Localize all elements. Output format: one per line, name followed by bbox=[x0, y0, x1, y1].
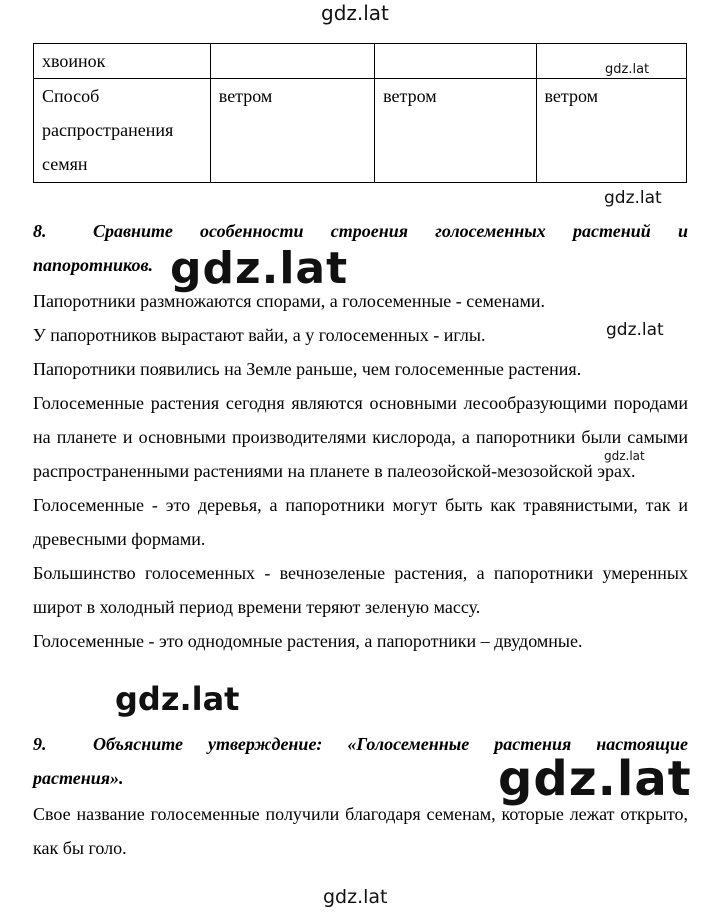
watermark: gdz.lat bbox=[115, 680, 240, 718]
answer-paragraph: Голосеменные - это деревья, а папоротники могут быть как травянистыми, так и древесными формами. bbox=[33, 495, 688, 549]
table-cell: Способ распространения семян bbox=[34, 79, 211, 183]
watermark: gdz.lat bbox=[170, 243, 349, 294]
table-row bbox=[34, 79, 687, 183]
question-8-section bbox=[33, 214, 688, 658]
watermark: gdz.lat bbox=[604, 188, 662, 208]
answer-paragraph: Папоротники появились на Земле раньше, чем голосеменные растения. bbox=[33, 359, 582, 379]
watermark: gdz.lat bbox=[604, 449, 645, 463]
question-number: 8. bbox=[33, 221, 47, 241]
answer-paragraph: Папоротники размножаются спорами, а голосеменные - семенами. bbox=[33, 291, 545, 311]
question-number: 9. bbox=[33, 734, 47, 754]
watermark: gdz.lat bbox=[323, 886, 388, 908]
table-cell bbox=[375, 44, 536, 79]
table-cell bbox=[210, 44, 374, 79]
question-text: Объясните утверждение: «Голосеменные растения настоящие растения». bbox=[33, 734, 688, 788]
table-cell: ветром bbox=[375, 79, 536, 183]
answer-paragraph: У папоротников вырастают вайи, а у голосеменных - иглы. bbox=[33, 325, 486, 345]
question-8-heading bbox=[33, 214, 688, 282]
comparison-table bbox=[33, 43, 687, 183]
answer-paragraph: Голосеменные растения сегодня являются основными лесообразующими породами на планете и основными производителями кислорода, а папоротники были самыми распространенными растениями на планете в палеозойской-мезозойской эрах. bbox=[33, 393, 688, 481]
watermark: gdz.lat bbox=[321, 1, 389, 25]
answer-paragraph: Большинство голосеменных - вечнозеленые растения, а папоротники умеренных широт в холодный период времени теряют зеленую массу. bbox=[33, 563, 688, 617]
watermark: gdz.lat bbox=[606, 320, 664, 340]
answer-paragraph: Голосеменные - это однодомные растения, а папоротники – двудомные. bbox=[33, 631, 583, 651]
table-cell: хвоинок bbox=[34, 44, 211, 79]
question-text: Сравните особенности строения голосеменных растений и папоротников. bbox=[33, 221, 688, 275]
watermark: gdz.lat bbox=[498, 751, 692, 807]
watermark: gdz.lat bbox=[605, 62, 650, 77]
table-row bbox=[34, 44, 687, 79]
answer-paragraph: Свое название голосеменные получили благодаря семенам, которые лежат открыто, как бы голо. bbox=[33, 804, 688, 858]
table-cell: ветром bbox=[210, 79, 374, 183]
table-cell: ветром bbox=[536, 79, 686, 183]
